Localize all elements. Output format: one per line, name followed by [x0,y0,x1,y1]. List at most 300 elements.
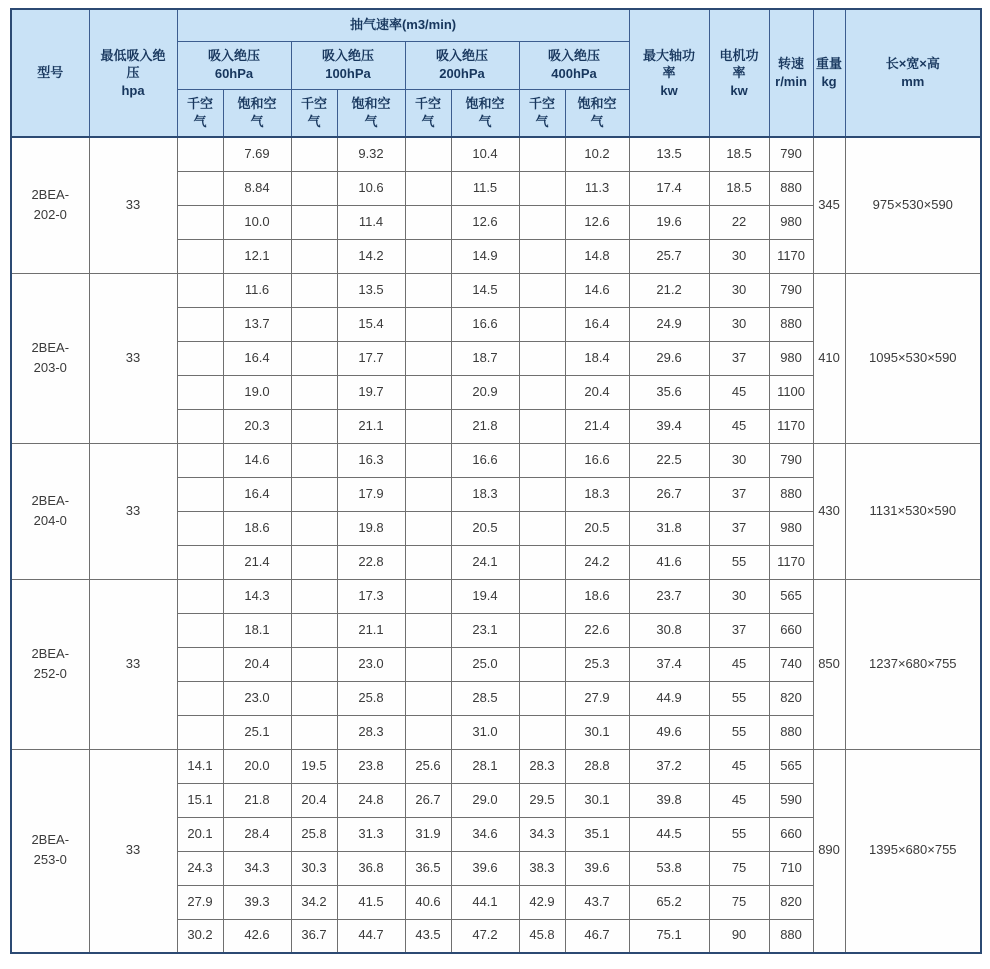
table-header [11,9,981,137]
rate-sat-200hpa-cell: 31.0 [451,715,519,749]
max-shaft-power-cell: 26.7 [629,477,709,511]
rate-sat-60hpa-cell: 12.1 [223,239,291,273]
rate-sat-400hpa-cell: 18.3 [565,477,629,511]
suction-label: 吸入绝压 [207,48,260,64]
rate-sat-100hpa-cell: 41.5 [337,885,405,919]
weight-cell: 890 [813,749,845,953]
rate-dry-100hpa-cell [291,647,337,681]
rate-dry-100hpa-cell [291,171,337,205]
max-shaft-power-cell: 37.2 [629,749,709,783]
rate-dry-60hpa-cell: 27.9 [177,885,223,919]
max-shaft-power-cell: 29.6 [629,341,709,375]
model-header-label: 型号 [37,65,64,81]
rate-dry-60hpa-cell [177,239,223,273]
rate-sat-200hpa-cell: 14.9 [451,239,519,273]
motor-power-cell: 45 [709,647,769,681]
weight-cell: 410 [813,273,845,443]
rate-sat-100hpa-cell: 36.8 [337,851,405,885]
rate-sat-400hpa-cell: 14.8 [565,239,629,273]
rate-sat-400hpa-cell: 18.6 [565,579,629,613]
rate-dry-60hpa-cell [177,375,223,409]
speed-cell: 880 [769,919,813,953]
rate-dry-400hpa-cell [519,409,565,443]
rate-dry-400hpa-cell [519,545,565,579]
rate-sat-100hpa-cell: 28.3 [337,715,405,749]
col-header-dry-100 [291,89,337,137]
spec-row [11,273,981,307]
rate-dry-400hpa-cell [519,137,565,171]
rate-dry-60hpa-cell: 15.1 [177,783,223,817]
rate-dry-100hpa-cell [291,409,337,443]
rate-sat-60hpa-cell: 18.6 [223,511,291,545]
motor-power-cell: 75 [709,851,769,885]
speed-cell: 880 [769,171,813,205]
rate-sat-400hpa-cell: 18.4 [565,341,629,375]
rate-sat-400hpa-cell: 21.4 [565,409,629,443]
col-header-suction-60 [177,41,291,89]
rate-dry-400hpa-cell: 28.3 [519,749,565,783]
rate-sat-200hpa-cell: 18.3 [451,477,519,511]
pump-spec-table [10,8,982,954]
rate-sat-100hpa-cell: 23.8 [337,749,405,783]
rate-dry-100hpa-cell [291,239,337,273]
rate-dry-200hpa-cell: 26.7 [405,783,451,817]
rate-dry-200hpa-cell: 31.9 [405,817,451,851]
motor-power-cell: 45 [709,375,769,409]
speed-header-label: 转速 [778,56,805,72]
dry-air-label: 千空气 [186,96,213,129]
rate-sat-400hpa-cell: 30.1 [565,783,629,817]
col-header-dims [845,9,981,137]
col-header-dry-200 [405,89,451,137]
col-header-model [11,9,89,137]
rate-dry-100hpa-cell [291,545,337,579]
dims-cell: 1095×530×590 [845,273,981,443]
rate-dry-400hpa-cell: 42.9 [519,885,565,919]
rate-sat-400hpa-cell: 46.7 [565,919,629,953]
rate-dry-400hpa-cell [519,647,565,681]
rate-sat-100hpa-cell: 21.1 [337,409,405,443]
model-line1: 2BEA- [31,645,70,661]
min-pressure-cell: 33 [89,273,177,443]
dims-cell: 1237×680×755 [845,579,981,749]
rate-dry-60hpa-cell [177,511,223,545]
rate-sat-200hpa-cell: 11.5 [451,171,519,205]
rate-sat-100hpa-cell: 17.7 [337,341,405,375]
rate-dry-200hpa-cell [405,137,451,171]
motor-power-cell: 30 [709,239,769,273]
rate-sat-60hpa-cell: 20.3 [223,409,291,443]
speed-cell: 980 [769,341,813,375]
min-pressure-header-label: 最低吸入绝压 [100,47,166,81]
rate-dry-200hpa-cell [405,477,451,511]
rate-sat-200hpa-cell: 39.6 [451,851,519,885]
saturated-air-label: 饱和空气 [237,96,277,129]
spec-row [11,443,981,477]
rate-sat-100hpa-cell: 23.0 [337,647,405,681]
motor-power-cell: 37 [709,477,769,511]
weight-cell: 850 [813,579,845,749]
motor-power-cell: 90 [709,919,769,953]
rate-dry-100hpa-cell: 30.3 [291,851,337,885]
speed-cell: 980 [769,511,813,545]
rate-dry-200hpa-cell [405,647,451,681]
rate-sat-200hpa-cell: 20.9 [451,375,519,409]
rate-dry-60hpa-cell [177,579,223,613]
rate-dry-200hpa-cell [405,715,451,749]
rate-dry-400hpa-cell [519,205,565,239]
dry-air-label: 千空气 [300,96,327,129]
saturated-air-label: 饱和空气 [577,96,617,129]
rate-sat-400hpa-cell: 39.6 [565,851,629,885]
col-header-sat-100 [337,89,405,137]
rate-sat-200hpa-cell: 16.6 [451,307,519,341]
rate-dry-200hpa-cell [405,681,451,715]
rate-dry-100hpa-cell [291,375,337,409]
motor-power-cell: 55 [709,715,769,749]
max-shaft-power-cell: 37.4 [629,647,709,681]
rate-dry-400hpa-cell [519,715,565,749]
rate-dry-60hpa-cell [177,545,223,579]
rate-dry-60hpa-cell [177,171,223,205]
motor-power-cell: 30 [709,273,769,307]
col-header-min-pressure [89,9,177,137]
rate-sat-60hpa-cell: 23.0 [223,681,291,715]
rate-dry-60hpa-cell: 20.1 [177,817,223,851]
col-header-sat-60 [223,89,291,137]
speed-cell: 1170 [769,239,813,273]
weight-header-label: 重量 [816,56,843,72]
max-shaft-power-cell: 13.5 [629,137,709,171]
motor-power-cell: 55 [709,817,769,851]
rate-dry-100hpa-cell [291,273,337,307]
rate-sat-100hpa-cell: 15.4 [337,307,405,341]
max-shaft-power-cell: 19.6 [629,205,709,239]
rate-sat-100hpa-cell: 16.3 [337,443,405,477]
rate-sat-400hpa-cell: 27.9 [565,681,629,715]
rate-sat-100hpa-cell: 17.9 [337,477,405,511]
rate-dry-60hpa-cell [177,681,223,715]
rate-dry-400hpa-cell [519,239,565,273]
max-shaft-power-cell: 17.4 [629,171,709,205]
max-shaft-power-cell: 31.8 [629,511,709,545]
rate-dry-200hpa-cell [405,511,451,545]
rate-dry-200hpa-cell [405,375,451,409]
rate-sat-100hpa-cell: 11.4 [337,205,405,239]
speed-cell: 1100 [769,375,813,409]
rate-dry-100hpa-cell [291,443,337,477]
motor-power-cell: 22 [709,205,769,239]
rate-sat-60hpa-cell: 13.7 [223,307,291,341]
rate-dry-400hpa-cell [519,613,565,647]
rate-sat-60hpa-cell: 8.84 [223,171,291,205]
rate-dry-60hpa-cell [177,307,223,341]
col-header-motor-power [709,9,769,137]
motor-power-cell: 45 [709,409,769,443]
speed-cell: 980 [769,205,813,239]
rate-title-label: 抽气速率(m3/min) [349,17,457,33]
rate-dry-400hpa-cell [519,273,565,307]
rate-dry-100hpa-cell [291,477,337,511]
motor-power-cell: 75 [709,885,769,919]
rate-dry-60hpa-cell: 30.2 [177,919,223,953]
model-cell [11,137,89,273]
min-pressure-cell: 33 [89,749,177,953]
rate-dry-60hpa-cell [177,137,223,171]
col-header-sat-400 [565,89,629,137]
rate-dry-200hpa-cell: 36.5 [405,851,451,885]
motor-power-cell: 30 [709,443,769,477]
col-header-suction-400 [519,41,629,89]
rate-sat-400hpa-cell: 30.1 [565,715,629,749]
rate-sat-100hpa-cell: 17.3 [337,579,405,613]
rate-dry-200hpa-cell [405,307,451,341]
rate-sat-200hpa-cell: 28.1 [451,749,519,783]
rate-sat-60hpa-cell: 16.4 [223,477,291,511]
suction-label: 吸入绝压 [548,48,601,64]
motor-power-header-label: 电机功率 [719,47,759,81]
rate-dry-100hpa-cell: 20.4 [291,783,337,817]
speed-cell: 790 [769,137,813,171]
max-shaft-power-cell: 39.8 [629,783,709,817]
speed-cell: 740 [769,647,813,681]
max-shaft-power-cell: 35.6 [629,375,709,409]
rate-dry-100hpa-cell [291,205,337,239]
motor-power-cell: 30 [709,579,769,613]
model-line1: 2BEA- [31,186,70,202]
saturated-air-label: 饱和空气 [351,96,391,129]
rate-sat-200hpa-cell: 20.5 [451,511,519,545]
rate-sat-100hpa-cell: 14.2 [337,239,405,273]
rate-sat-60hpa-cell: 20.4 [223,647,291,681]
rate-sat-200hpa-cell: 29.0 [451,783,519,817]
max-shaft-power-cell: 30.8 [629,613,709,647]
rate-sat-400hpa-cell: 43.7 [565,885,629,919]
rate-dry-400hpa-cell: 29.5 [519,783,565,817]
rate-sat-400hpa-cell: 14.6 [565,273,629,307]
min-pressure-unit: hpa [121,82,145,98]
rate-dry-100hpa-cell [291,341,337,375]
col-header-weight [813,9,845,137]
max-shaft-power-cell: 25.7 [629,239,709,273]
speed-cell: 880 [769,715,813,749]
rate-dry-200hpa-cell [405,205,451,239]
col-header-sat-200 [451,89,519,137]
shaft-power-unit: kw [660,82,678,98]
rate-dry-60hpa-cell [177,409,223,443]
rate-sat-400hpa-cell: 22.6 [565,613,629,647]
rate-sat-200hpa-cell: 34.6 [451,817,519,851]
rate-sat-100hpa-cell: 22.8 [337,545,405,579]
motor-power-cell: 18.5 [709,137,769,171]
rate-sat-200hpa-cell: 44.1 [451,885,519,919]
shaft-power-header-label: 最大轴功率 [643,47,696,81]
model-line1: 2BEA- [31,832,70,848]
rate-dry-60hpa-cell: 24.3 [177,851,223,885]
speed-cell: 1170 [769,409,813,443]
max-shaft-power-cell: 39.4 [629,409,709,443]
motor-power-unit: kw [730,82,748,98]
rate-sat-200hpa-cell: 28.5 [451,681,519,715]
rate-dry-60hpa-cell [177,273,223,307]
model-cell [11,579,89,749]
rate-dry-200hpa-cell [405,443,451,477]
max-shaft-power-cell: 24.9 [629,307,709,341]
max-shaft-power-cell: 44.5 [629,817,709,851]
model-cell [11,749,89,953]
speed-cell: 565 [769,749,813,783]
rate-sat-400hpa-cell: 20.4 [565,375,629,409]
dry-air-label: 千空气 [528,96,555,129]
col-header-suction-100 [291,41,405,89]
motor-power-cell: 37 [709,511,769,545]
model-cell [11,273,89,443]
rate-sat-400hpa-cell: 24.2 [565,545,629,579]
speed-cell: 820 [769,885,813,919]
min-pressure-cell: 33 [89,579,177,749]
rate-sat-400hpa-cell: 28.8 [565,749,629,783]
rate-sat-100hpa-cell: 21.1 [337,613,405,647]
rate-dry-200hpa-cell [405,409,451,443]
max-shaft-power-cell: 44.9 [629,681,709,715]
col-header-dry-400 [519,89,565,137]
model-cell [11,443,89,579]
weight-unit: kg [821,74,837,89]
rate-sat-200hpa-cell: 21.8 [451,409,519,443]
rate-sat-400hpa-cell: 16.4 [565,307,629,341]
rate-sat-200hpa-cell: 25.0 [451,647,519,681]
rate-sat-400hpa-cell: 11.3 [565,171,629,205]
rate-dry-100hpa-cell [291,137,337,171]
rate-sat-200hpa-cell: 18.7 [451,341,519,375]
motor-power-cell: 30 [709,307,769,341]
rate-sat-60hpa-cell: 28.4 [223,817,291,851]
dims-unit: mm [901,74,925,89]
spec-row [11,137,981,171]
rate-sat-100hpa-cell: 10.6 [337,171,405,205]
rate-sat-400hpa-cell: 12.6 [565,205,629,239]
min-pressure-cell: 33 [89,137,177,273]
dims-cell: 975×530×590 [845,137,981,273]
rate-dry-400hpa-cell [519,443,565,477]
speed-cell: 1170 [769,545,813,579]
speed-cell: 880 [769,307,813,341]
rate-sat-200hpa-cell: 47.2 [451,919,519,953]
rate-dry-400hpa-cell [519,477,565,511]
rate-dry-60hpa-cell [177,715,223,749]
rate-sat-100hpa-cell: 9.32 [337,137,405,171]
speed-cell: 710 [769,851,813,885]
rate-dry-200hpa-cell: 40.6 [405,885,451,919]
model-line2: 204-0 [33,512,67,528]
rate-dry-100hpa-cell: 36.7 [291,919,337,953]
rate-sat-400hpa-cell: 10.2 [565,137,629,171]
rate-sat-200hpa-cell: 12.6 [451,205,519,239]
rate-sat-200hpa-cell: 14.5 [451,273,519,307]
spec-table-body [11,137,981,953]
dims-header-label: 长×宽×高 [885,56,940,72]
rate-sat-200hpa-cell: 24.1 [451,545,519,579]
speed-unit: r/min [775,74,807,89]
rate-dry-400hpa-cell: 34.3 [519,817,565,851]
rate-dry-400hpa-cell [519,307,565,341]
rate-dry-400hpa-cell: 45.8 [519,919,565,953]
rate-dry-100hpa-cell: 25.8 [291,817,337,851]
max-shaft-power-cell: 22.5 [629,443,709,477]
rate-dry-400hpa-cell [519,579,565,613]
max-shaft-power-cell: 75.1 [629,919,709,953]
speed-cell: 660 [769,817,813,851]
rate-sat-100hpa-cell: 24.8 [337,783,405,817]
rate-sat-60hpa-cell: 14.6 [223,443,291,477]
col-header-shaft-power [629,9,709,137]
col-header-rate-title [177,9,629,41]
rate-dry-100hpa-cell: 19.5 [291,749,337,783]
rate-sat-200hpa-cell: 16.6 [451,443,519,477]
model-line2: 252-0 [33,665,67,681]
suction-pressure-value: 400hPa [551,66,597,81]
col-header-suction-200 [405,41,519,89]
spec-row [11,749,981,783]
model-line2: 202-0 [33,206,67,222]
rate-sat-60hpa-cell: 21.8 [223,783,291,817]
rate-dry-60hpa-cell [177,205,223,239]
spec-row [11,579,981,613]
rate-sat-60hpa-cell: 16.4 [223,341,291,375]
rate-sat-100hpa-cell: 19.8 [337,511,405,545]
weight-cell: 430 [813,443,845,579]
dims-cell: 1131×530×590 [845,443,981,579]
model-line1: 2BEA- [31,339,70,355]
rate-sat-200hpa-cell: 23.1 [451,613,519,647]
max-shaft-power-cell: 53.8 [629,851,709,885]
rate-dry-60hpa-cell [177,647,223,681]
motor-power-cell: 55 [709,545,769,579]
suction-pressure-value: 60hPa [214,66,254,81]
rate-dry-100hpa-cell [291,715,337,749]
motor-power-cell: 37 [709,613,769,647]
motor-power-cell: 45 [709,783,769,817]
rate-dry-400hpa-cell [519,375,565,409]
rate-sat-400hpa-cell: 35.1 [565,817,629,851]
motor-power-cell: 37 [709,341,769,375]
rate-dry-100hpa-cell [291,579,337,613]
max-shaft-power-cell: 41.6 [629,545,709,579]
speed-cell: 590 [769,783,813,817]
rate-sat-60hpa-cell: 20.0 [223,749,291,783]
dims-cell: 1395×680×755 [845,749,981,953]
rate-dry-400hpa-cell [519,681,565,715]
weight-cell: 345 [813,137,845,273]
saturated-air-label: 饱和空气 [465,96,505,129]
suction-label: 吸入绝压 [435,48,488,64]
rate-sat-60hpa-cell: 25.1 [223,715,291,749]
rate-dry-100hpa-cell [291,511,337,545]
rate-dry-400hpa-cell [519,511,565,545]
rate-dry-100hpa-cell [291,681,337,715]
rate-sat-60hpa-cell: 21.4 [223,545,291,579]
rate-dry-100hpa-cell [291,613,337,647]
rate-dry-60hpa-cell [177,477,223,511]
rate-sat-60hpa-cell: 7.69 [223,137,291,171]
model-line2: 253-0 [33,852,67,868]
rate-dry-200hpa-cell [405,579,451,613]
rate-dry-60hpa-cell [177,613,223,647]
speed-cell: 820 [769,681,813,715]
rate-dry-400hpa-cell [519,171,565,205]
col-header-speed [769,9,813,137]
rate-sat-100hpa-cell: 25.8 [337,681,405,715]
